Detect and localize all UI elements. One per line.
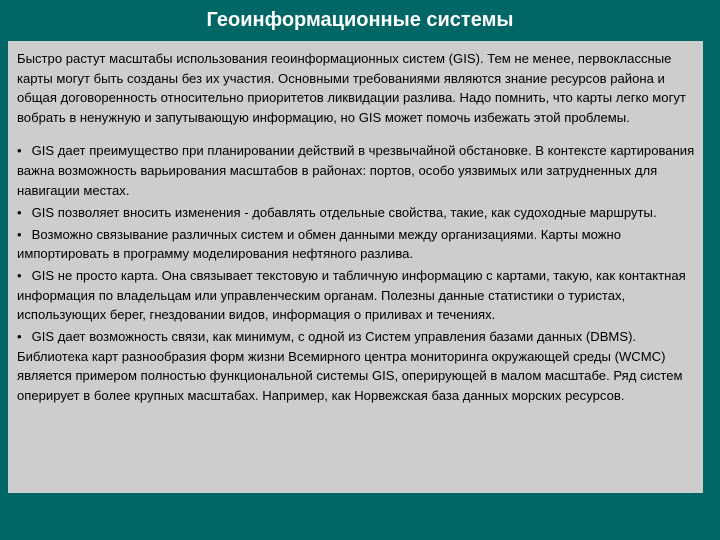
bullet-item [17,266,695,325]
bullet-text: Возможно связывание различных систем и обмен данными между организациями. Карты можно импортировать в программу моделирования нефтяного разлива. [17,226,622,262]
bullet-marker: • [17,226,22,242]
bullet-text: GIS дает возможность связи, как минимум, с одной из Систем управления базами данных (DBMS). Библиотека карт разнообразия форм жизни Всемирного центра мониторинга окружающей среды (WCMC) является примером полностью функциональной системы GIS, оперирующей в малом масштабе. Ряд систем оперирует в более крупных масштабах. Например, как Норвежская база данных морских ресурсов. [17,329,683,404]
bullet-text: GIS позволяет вносить изменения - добавлять отдельные свойства, такие, как судоходные маршруты. [31,204,657,220]
bullet-item [17,203,695,223]
bullet-marker: • [17,143,22,159]
bullet-text: GIS не просто карта. Она связывает текстовую и табличную информацию с картами, такую, как контактная информация по владельцам или управленческим органам. Полезны данные статистики о туристах, использующих берег, гнездовании видов, информация о приливах и течениях. [17,268,686,323]
bullet-item [17,141,695,200]
bullet-marker: • [17,329,22,345]
bullet-list [17,141,695,405]
bullet-item [17,225,695,264]
slide-title: Геоинформационные системы [206,9,514,31]
bullet-marker: • [17,204,22,220]
intro-paragraph: Быстро растут масштабы использования геоинформационных систем (GIS). Тем не менее, первоклассные карты могут быть созданы без их участия. Основными требованиями являются знание ресурсов района и общая договоренность относительно приоритетов ликвидации разлива. Надо помнить, что карты легко могут вобрать в ненужную и запутывающую информацию, но GIS может помочь избежать этой проблемы. [17,51,686,125]
bullet-marker: • [17,268,22,284]
content-panel [8,41,703,493]
bullet-item [17,327,695,405]
bullet-text: GIS дает преимущество при планировании действий в чрезвычайной обстановке. В контексте картирования важна возможность варьирования масштабов в районах: портов, особо уязвимых или затрудненных для навигации местах. [17,143,695,198]
